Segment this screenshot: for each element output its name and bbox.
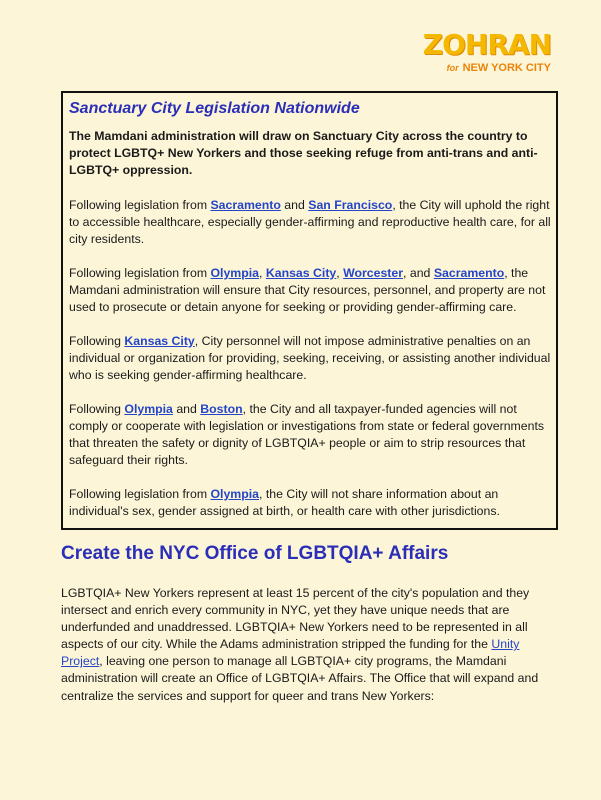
paragraph-noncooperation bbox=[69, 401, 556, 469]
link-kansas-city[interactable]: Kansas City bbox=[265, 266, 337, 280]
text-span: Following bbox=[69, 402, 125, 416]
link-sacramento[interactable]: Sacramento bbox=[433, 266, 505, 280]
link-kansas-city[interactable]: Kansas City bbox=[124, 334, 195, 348]
text-span: , bbox=[336, 266, 344, 280]
text-span: , leaving one person to manage all LGBTQIA+ city programs, the Mamdani administration will create an Office of LGBTQIA+ Affairs. The Office that will expand and centralize the services and support for queer and trans New Yorkers: bbox=[61, 654, 539, 703]
link-sacramento[interactable]: Sacramento bbox=[210, 198, 281, 212]
logo-for: for bbox=[446, 63, 459, 73]
box-lead-paragraph: The Mamdani administration will draw on Sanctuary City across the country to protect LGBTQ+ New Yorkers and those seeking refuge from anti-trans and anti-LGBTQ+ oppression. bbox=[69, 129, 538, 177]
text-span: and bbox=[280, 198, 309, 212]
logo-wordmark: ZOHRAN bbox=[422, 28, 551, 61]
campaign-logo bbox=[423, 30, 551, 74]
link-olympia[interactable]: Olympia bbox=[210, 487, 260, 501]
text-span: , bbox=[259, 266, 266, 280]
logo-city: NEW YORK CITY bbox=[462, 62, 551, 74]
text-span: , the City will not share information about an individual's sex, gender assigned at birth, or health care with other jurisdictions. bbox=[69, 487, 500, 518]
link-unity-project[interactable]: Unity Project bbox=[61, 637, 520, 669]
text-span: , the Mamdani administration will ensure that City resources, personnel, and property are not used to prosecute or detain anyone for seeking or providing gender-affirming care. bbox=[69, 266, 546, 314]
link-olympia[interactable]: Olympia bbox=[124, 402, 173, 416]
text-span: , and bbox=[403, 266, 434, 280]
paragraph-information bbox=[69, 486, 556, 520]
text-span: , the City will uphold the right to accessible healthcare, especially gender-affirming and reproductive health care, for all city residents. bbox=[69, 198, 551, 246]
paragraph-healthcare bbox=[69, 197, 556, 248]
link-boston[interactable]: Boston bbox=[200, 402, 243, 416]
link-olympia[interactable]: Olympia bbox=[210, 266, 260, 280]
text-span: Following bbox=[69, 334, 125, 348]
text-span: , City personnel will not impose administrative penalties on an individual or organization for providing, seeking, receiving, or assisting another individual who is seeking gender-affirming healthcare. bbox=[69, 334, 551, 382]
paragraph-penalties bbox=[69, 333, 556, 384]
logo-tagline bbox=[423, 62, 551, 74]
text-span: , the City and all taxpayer-funded agencies will not comply or cooperate with legislation or investigations from state or federal governments that threaten the safety or dignity of LGBTQIA+ people or aim to strip resources that safeguard their rights. bbox=[69, 402, 545, 467]
text-span: LGBTQIA+ New Yorkers represent at least 15 percent of the city's population and they intersect and enrich every community in NYC, yet they have unique needs that are underfunded and unaddressed. LGBTQIA+ New Yorkers need to be represented in all aspects of our city. While the Adams administration stripped the funding for the bbox=[61, 586, 530, 652]
sanctuary-city-box bbox=[61, 91, 558, 530]
text-span: Following legislation from bbox=[69, 198, 211, 212]
link-san-francisco[interactable]: San Francisco bbox=[308, 198, 393, 212]
text-span: Following legislation from bbox=[69, 266, 211, 280]
box-title: Sanctuary City Legislation Nationwide bbox=[69, 100, 360, 117]
text-span: and bbox=[172, 402, 201, 416]
section-body-paragraph bbox=[61, 585, 543, 705]
section-title: Create the NYC Office of LGBTQIA+ Affairs bbox=[61, 543, 449, 564]
link-worcester[interactable]: Worcester bbox=[343, 266, 404, 280]
paragraph-resources bbox=[69, 265, 556, 316]
text-span: Following legislation from bbox=[69, 487, 211, 501]
